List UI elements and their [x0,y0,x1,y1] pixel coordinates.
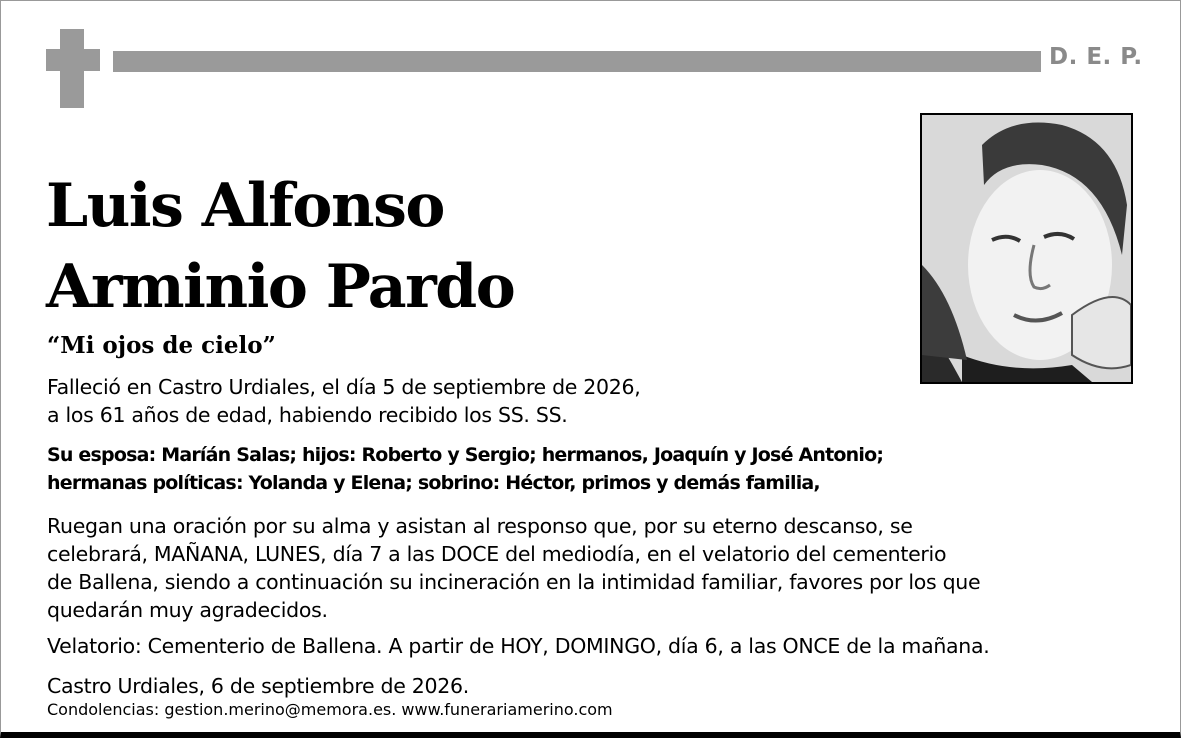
portrait-photo [920,113,1133,384]
dep-label: D. E. P. [1049,44,1143,70]
request-paragraph [47,512,980,624]
header-bar [113,51,1041,72]
death-notice-line: a los 61 años de edad, habiendo recibido los SS. SS. [47,403,568,427]
name-line: Arminio Pardo [46,252,515,322]
death-notice [47,373,641,429]
death-notice-line: Falleció en Castro Urdiales, el día 5 de septiembre de 2026, [47,375,641,399]
request-line: Ruegan una oración por su alma y asistan al responso que, por su eterno descanso, se [47,514,913,538]
place-date [47,672,469,700]
nickname: “Mi ojos de cielo” [47,332,276,359]
request-line: quedarán muy agradecidos. [47,598,328,622]
deceased-name [46,166,514,328]
place-date-line: Castro Urdiales, 6 de septiembre de 2026. [47,674,469,698]
request-line: celebrará, MAÑANA, LUNES, día 7 a las DOCE del mediodía, en el velatorio del cementerio [47,542,947,566]
wake-line: Velatorio: Cementerio de Ballena. A partir de HOY, DOMINGO, día 6, a las ONCE de la mañana. [47,634,990,658]
cross-icon-arm [46,49,100,71]
portrait-image [922,115,1131,382]
condolences: Condolencias: gestion.merino@memora.es. www.funerariamerino.com [47,700,613,719]
family-line: Su esposa: Maríán Salas; hijos: Roberto y Sergio; hermanos, Joaquín y José Antonio; [47,444,884,466]
family-list [47,441,883,497]
name-line: Luis Alfonso [46,171,444,241]
family-line: hermanas políticas: Yolanda y Elena; sobrino: Héctor, primos y demás familia, [47,472,820,494]
wake-info [47,632,989,660]
request-line: de Ballena, siendo a continuación su incineración en la intimidad familiar, favores por los que [47,570,981,594]
